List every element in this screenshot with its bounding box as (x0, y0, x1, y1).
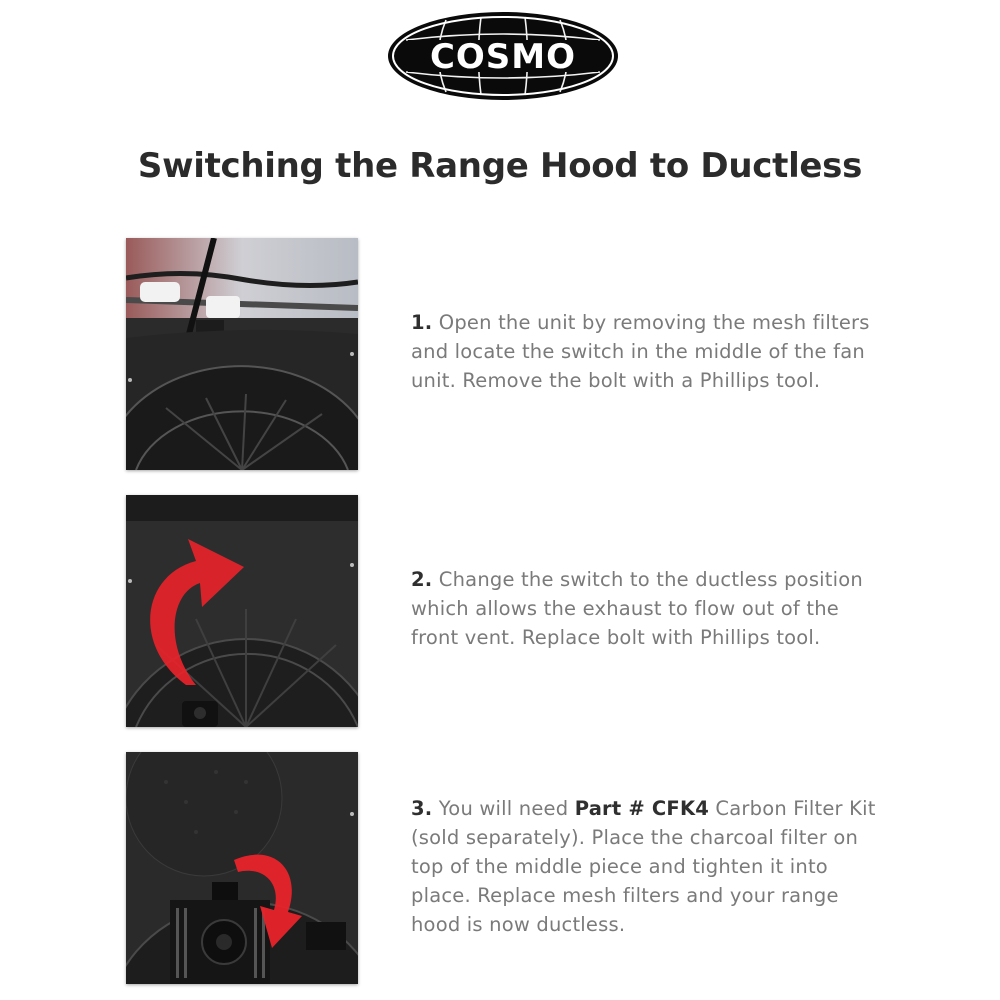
step-2-text (411, 565, 891, 652)
step-1-number: 1. (411, 311, 433, 334)
step-3-text-after: Carbon Filter Kit (sold separately). Place the charcoal filter on top of the middle piece and tighten it into place. Replace mesh filters and your range hood is now ductless. (411, 797, 876, 936)
step-2-description: Change the switch to the ductless position which allows the exhaust to flow out of the front vent. Replace bolt with Phillips tool. (411, 568, 863, 649)
step-1-text (411, 308, 891, 395)
step-3-photo (126, 752, 358, 984)
step-3-part-number: Part # CFK4 (574, 797, 710, 820)
step-1-photo (126, 238, 358, 470)
step-1-description: Open the unit by removing the mesh filters and locate the switch in the middle of the fan unit. Remove the bolt with a Phillips tool. (411, 311, 870, 392)
step-2-photo (126, 495, 358, 727)
cosmo-logo-graphic (386, 10, 620, 102)
step-2-number: 2. (411, 568, 433, 591)
step-3-number: 3. (411, 797, 433, 820)
step-3-text (411, 794, 891, 939)
page-title: Switching the Range Hood to Ductless (137, 146, 863, 186)
step-3-text-before: You will need (432, 797, 575, 820)
logo-text: COSMO (429, 37, 577, 77)
cosmo-logo (386, 10, 620, 102)
